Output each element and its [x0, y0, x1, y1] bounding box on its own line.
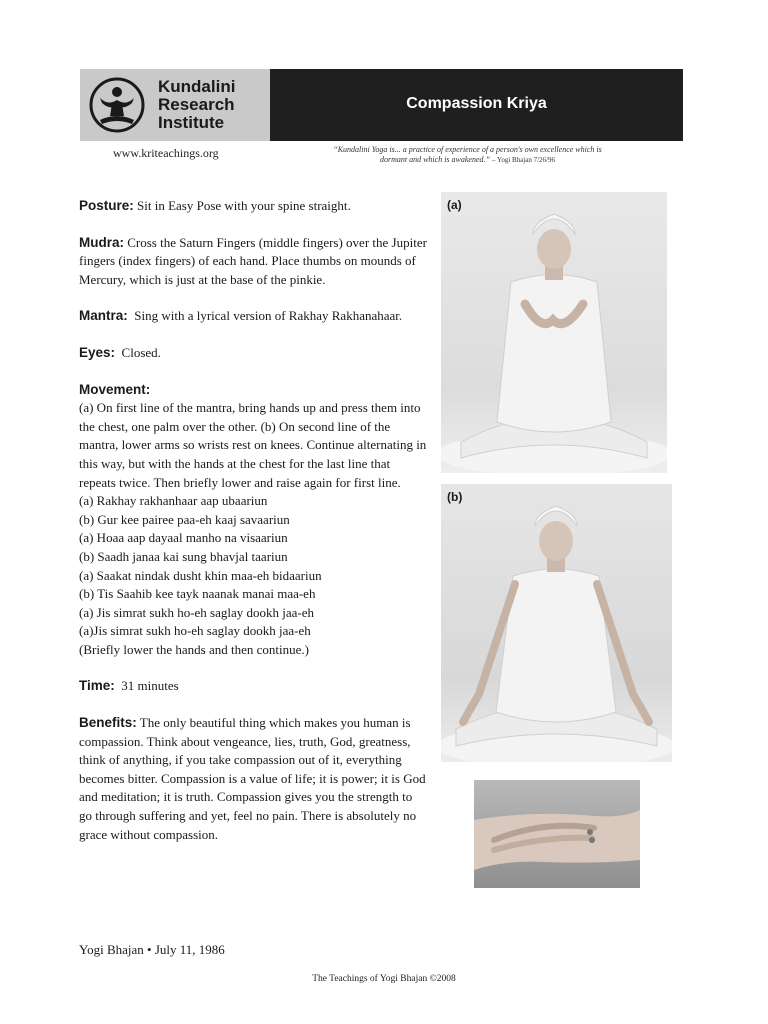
mantra-line: (b) Saadh janaa kai sung bhavjal taariun [79, 548, 288, 564]
org-name: Kundalini Research Institute [158, 77, 236, 132]
photo-hands-on-knees [441, 484, 672, 762]
mantra-line: (a) Rakhay rakhanhaar aap ubaariun [79, 493, 268, 509]
mantra-line: (a) Saakat nindak dusht khin maa-eh bidaariun [79, 567, 322, 583]
meditating-figure-icon [441, 484, 672, 762]
kri-logo-icon [88, 76, 146, 134]
instructions [79, 197, 427, 862]
website-link[interactable]: www.kriteachings.org [113, 146, 219, 160]
mantra-section: Mantra: Sing with a lyrical version of Rakhay Rakhanahaar. [79, 308, 403, 324]
mantra-line: (a)Jis simrat sukh ho-eh saglay dookh jaa-eh [79, 623, 311, 639]
header-quote: “Kundalini Yoga is... a practice of experience of a person's own excellence which is dormant and which is awakened.” – Yogi Bhajan 7/26/96 [333, 145, 602, 164]
mantra-line: (Briefly lower the hands and then continue.) [79, 641, 309, 657]
photo-a-label: (a) [447, 198, 462, 212]
benefits-section: Benefits: The only beautiful thing which makes you human is compassion. Think about vengeance, lies, truth, God, greatness, think of anything, if you take compassion out of it, everything becomes bitter. Compassion is a value of life; it is power; it is God and meditation; it is truth. Compassion gives you the strength to go through suffering and yet, feel no pain. There is absolutely no grace without compassion. [79, 715, 426, 842]
photo-mudra-closeup [474, 780, 640, 888]
logo-box [80, 69, 270, 141]
photo-b-label: (b) [447, 490, 463, 504]
title-box [270, 69, 683, 141]
header-banner [80, 69, 683, 141]
eyes-section: Eyes: Closed. [79, 344, 161, 360]
mantra-line: (a) Jis simrat sukh ho-eh saglay dookh jaa-eh [79, 604, 315, 620]
signature: Yogi Bhajan • July 11, 1986 [79, 942, 225, 957]
time-section: Time: 31 minutes [79, 678, 179, 694]
mantra-line: (b) Gur kee pairee paa-eh kaaj savaariun [79, 511, 290, 527]
movement-section: Movement: (a) On first line of the mantra, bring hands up and press them into the chest, one palm over the other. (b) On second line of the mantra, lower arms so wrists rest on knees. Continue alternating in this way, but with the hands at the chest for the last line that repeats twice. Then briefly lower and raise again for first line. (a) Rakhay rakhanhaar aap ubaariun (b) Gur kee pairee paa-eh kaaj savaariun (a) Hoaa aap dayaal manho na visaariun (b) Saadh janaa kai sung bhavjal taariun (a) Saakat nindak dusht khin maa-eh bidaariun (b) Tis Saahib kee tayk naanak manai maa-eh (a) Jis simrat sukh ho-eh saglay dookh jaa-eh (a)Jis simrat sukh ho-eh saglay dookh jaa-eh (Briefly lower the hands and then continue.) [79, 381, 427, 660]
mudra-section: Mudra: Cross the Saturn Fingers (middle fingers) over the Jupiter fingers (index fingers) of each hand. Place thumbs on mounds of Mercury, which is just at the base of the pinkie. [79, 234, 427, 287]
mantra-line: (b) Tis Saahib kee tayk naanak manai maa-eh [79, 586, 316, 602]
photo-hands-at-chest [441, 192, 667, 473]
page-title: Compassion Kriya [406, 95, 547, 112]
footer-copyright: The Teachings of Yogi Bhajan ©2008 [312, 974, 456, 984]
posture-section: Posture: Sit in Easy Pose with your spine straight. [79, 198, 351, 213]
meditating-figure-icon [441, 192, 667, 473]
mantra-line: (a) Hoaa aap dayaal manho na visaariun [79, 530, 288, 546]
hand-mudra-icon [474, 780, 640, 888]
